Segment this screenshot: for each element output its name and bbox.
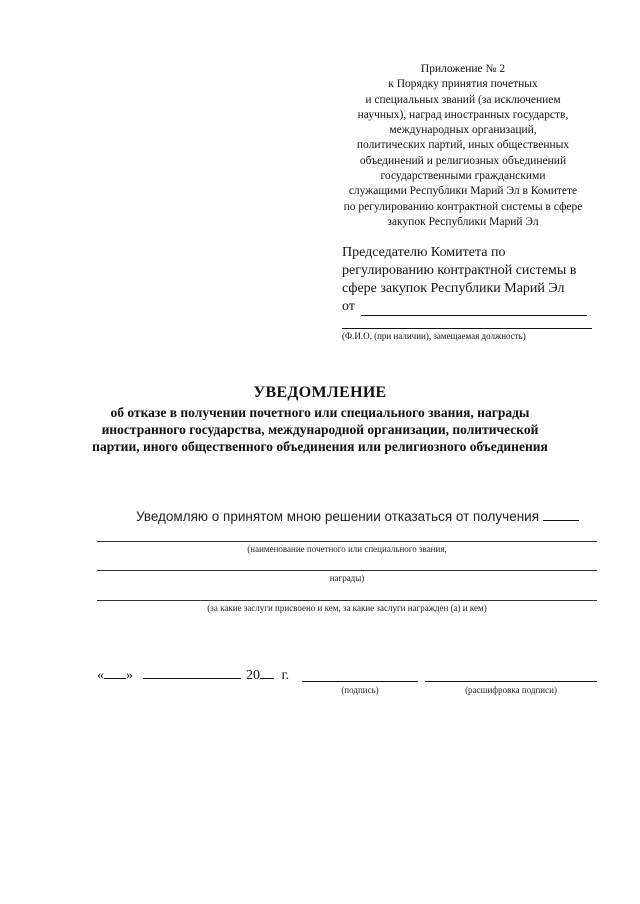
addressee-line: регулированию контрактной системы в <box>342 263 577 278</box>
month-field[interactable] <box>143 666 241 679</box>
award-caption: награды) <box>329 573 365 583</box>
document-subtitle: об отказе в получении почетного или специального звания, награды иностранного государства, международной организации, политической партии, иного общественного объединения или религиозного объединения <box>92 405 548 454</box>
date-row <box>97 666 289 684</box>
open-quote: « <box>97 668 104 683</box>
merits-field-line[interactable] <box>97 600 597 601</box>
signature-decode-caption: (расшифровка подписи) <box>465 685 557 695</box>
signature-field[interactable] <box>302 681 418 682</box>
appendix-line: научных), наград иностранных государств, <box>357 108 569 121</box>
appendix-line: Приложение № 2 <box>420 63 506 75</box>
signature-decode-field[interactable] <box>425 681 597 682</box>
from-line <box>342 298 612 316</box>
notice-text: Уведомляю о принятом мною решении отказаться от получения <box>136 509 540 524</box>
year-prefix: 20 <box>246 668 260 683</box>
from-field[interactable] <box>361 301 587 316</box>
document-title: УВЕДОМЛЕНИЕ <box>253 384 387 401</box>
appendix-line: служащими Республики Марий Эл в Комитете <box>348 185 578 198</box>
appendix-line: международных организаций, <box>389 124 537 137</box>
from-field-caption: (Ф.И.О. (при наличии), замещаемая должность) <box>342 331 526 341</box>
appendix-header <box>318 62 608 230</box>
signature-caption: (подпись) <box>341 685 379 695</box>
addressee-line: сфере закупок Республики Марий Эл <box>342 281 565 296</box>
appendix-line: объединений и религиозных объединений <box>359 154 567 167</box>
close-quote: » <box>126 668 133 683</box>
year-suffix: г. <box>281 668 290 683</box>
addressee-line: Председателю Комитета по <box>342 245 506 260</box>
appendix-line: по регулированию контрактной системы в сфере <box>343 200 583 213</box>
addressee-block <box>342 244 612 316</box>
year-field[interactable] <box>260 666 274 679</box>
title-name-field-line[interactable] <box>97 541 597 542</box>
merits-caption: (за какие заслуги присвоено и кем, за какие заслуги награжден (а) и кем) <box>207 603 487 613</box>
day-field[interactable] <box>104 666 126 679</box>
appendix-line: закупок Республики Марий Эл <box>387 215 539 228</box>
from-label: от <box>342 299 355 314</box>
appendix-line: государственными гражданскими <box>380 170 546 183</box>
document-title-block <box>90 383 550 455</box>
title-name-caption: (наименование почетного или специального звания, <box>247 544 447 554</box>
from-field-second-line[interactable] <box>342 328 592 329</box>
appendix-line: и специальных званий (за исключением <box>365 93 561 106</box>
appendix-line: политических партий, иных общественных <box>356 139 570 152</box>
appendix-line: к Порядку принятия почетных <box>388 78 538 91</box>
notice-field-inline[interactable] <box>543 508 579 521</box>
notice-text-line <box>136 508 579 524</box>
award-field-line[interactable] <box>97 570 597 571</box>
